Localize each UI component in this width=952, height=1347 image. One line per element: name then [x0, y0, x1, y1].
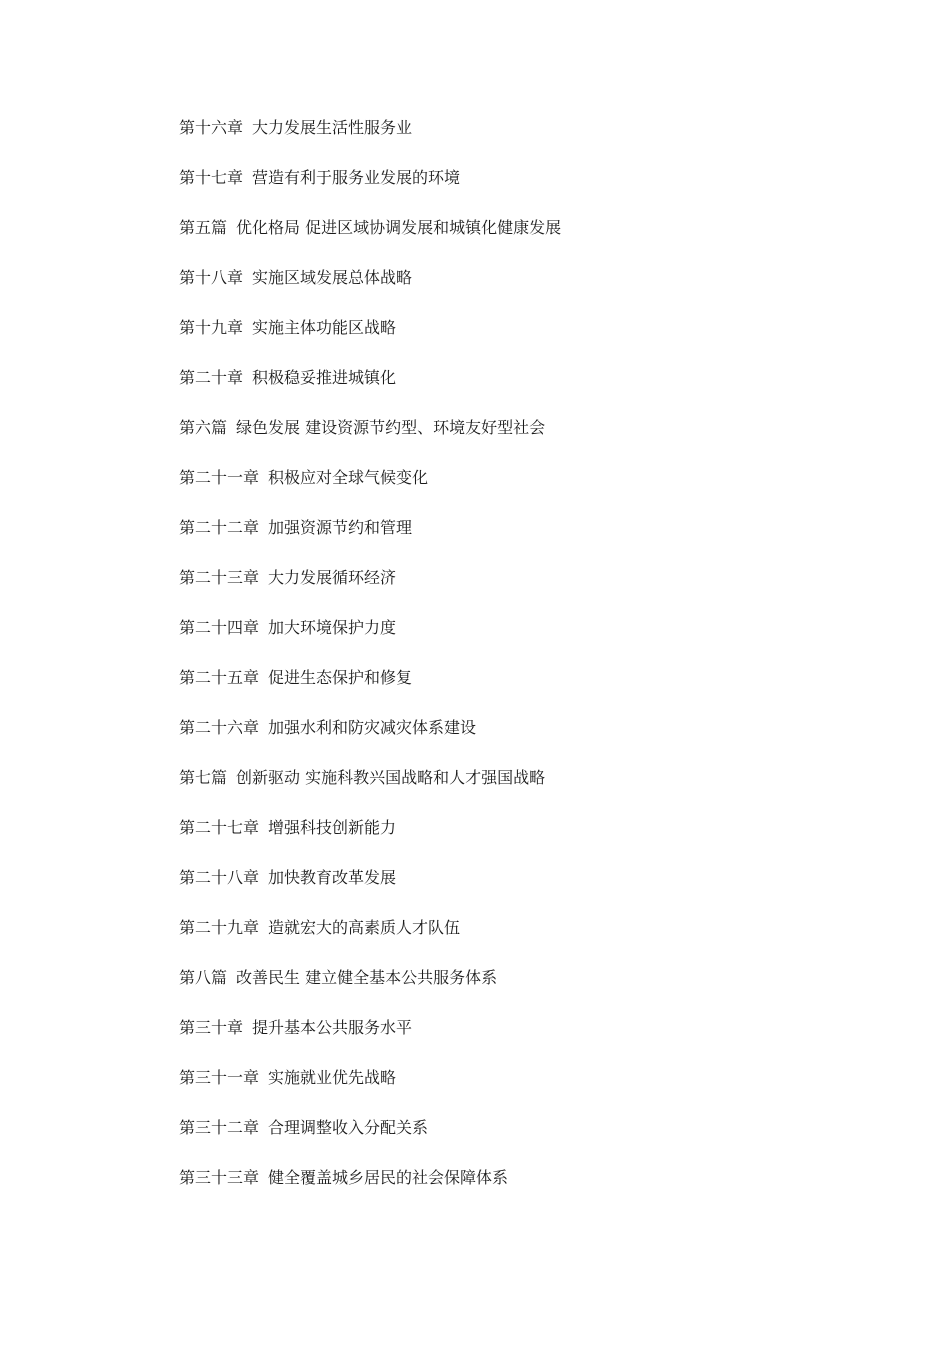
toc-entry-number: 第十九章: [179, 318, 244, 337]
toc-entry-number: 第二十章: [179, 368, 244, 387]
toc-entry: [179, 216, 561, 266]
toc-entry: [179, 566, 561, 616]
toc-entry-title: 创新驱动 实施科教兴国战略和人才强国战略: [236, 768, 546, 787]
toc-entry: [179, 366, 561, 416]
toc-entry-title: 大力发展生活性服务业: [252, 118, 413, 137]
toc-entry-number: 第十六章: [179, 118, 244, 137]
toc-entry-number: 第二十八章: [179, 868, 260, 887]
toc-entry-number: 第二十五章: [179, 668, 260, 687]
toc-entry: [179, 716, 561, 766]
toc-entry-title: 积极稳妥推进城镇化: [252, 368, 397, 387]
toc-entry-number: 第二十一章: [179, 468, 260, 487]
toc-entry: [179, 866, 561, 916]
toc-entry: [179, 316, 561, 366]
toc-entry: [179, 466, 561, 516]
toc-entry-title: 优化格局 促进区域协调发展和城镇化健康发展: [236, 218, 562, 237]
toc-entry: [179, 816, 561, 866]
table-of-contents: [179, 116, 561, 1216]
toc-entry: [179, 516, 561, 566]
toc-entry-title: 加强资源节约和管理: [268, 518, 413, 537]
toc-entry-title: 健全覆盖城乡居民的社会保障体系: [268, 1168, 509, 1187]
toc-entry-number: 第三十二章: [179, 1118, 260, 1137]
toc-entry-title: 改善民生 建立健全基本公共服务体系: [236, 968, 498, 987]
toc-entry: [179, 616, 561, 666]
toc-entry-number: 第七篇: [179, 768, 228, 787]
toc-entry-number: 第十八章: [179, 268, 244, 287]
toc-entry: [179, 1016, 561, 1066]
toc-entry: [179, 116, 561, 166]
toc-entry-title: 加强水利和防灾减灾体系建设: [268, 718, 477, 737]
toc-entry-title: 实施主体功能区战略: [252, 318, 397, 337]
toc-entry-title: 积极应对全球气候变化: [268, 468, 429, 487]
toc-entry-title: 加大环境保护力度: [268, 618, 397, 637]
toc-entry-title: 营造有利于服务业发展的环境: [252, 168, 461, 187]
toc-entry-title: 合理调整收入分配关系: [268, 1118, 429, 1137]
toc-entry-number: 第三十三章: [179, 1168, 260, 1187]
toc-entry-number: 第八篇: [179, 968, 228, 987]
toc-entry-title: 造就宏大的高素质人才队伍: [268, 918, 461, 937]
toc-entry-title: 实施就业优先战略: [268, 1068, 397, 1087]
toc-entry: [179, 1066, 561, 1116]
toc-entry-title: 增强科技创新能力: [268, 818, 397, 837]
toc-entry: [179, 416, 561, 466]
toc-entry: [179, 1116, 561, 1166]
toc-entry: [179, 266, 561, 316]
toc-entry-title: 绿色发展 建设资源节约型、环境友好型社会: [236, 418, 546, 437]
toc-entry-title: 实施区域发展总体战略: [252, 268, 413, 287]
toc-entry-title: 促进生态保护和修复: [268, 668, 413, 687]
toc-entry-number: 第二十三章: [179, 568, 260, 587]
toc-entry-number: 第十七章: [179, 168, 244, 187]
toc-entry: [179, 666, 561, 716]
toc-entry-number: 第二十四章: [179, 618, 260, 637]
toc-entry-title: 加快教育改革发展: [268, 868, 397, 887]
toc-entry: [179, 966, 561, 1016]
toc-entry-number: 第五篇: [179, 218, 228, 237]
toc-entry: [179, 766, 561, 816]
toc-entry: [179, 1166, 561, 1216]
toc-entry-title: 大力发展循环经济: [268, 568, 397, 587]
toc-entry-number: 第二十七章: [179, 818, 260, 837]
toc-entry-title: 提升基本公共服务水平: [252, 1018, 413, 1037]
toc-entry-number: 第三十一章: [179, 1068, 260, 1087]
toc-entry-number: 第二十二章: [179, 518, 260, 537]
toc-entry: [179, 916, 561, 966]
toc-entry-number: 第二十六章: [179, 718, 260, 737]
toc-entry-number: 第三十章: [179, 1018, 244, 1037]
toc-entry-number: 第二十九章: [179, 918, 260, 937]
toc-entry-number: 第六篇: [179, 418, 228, 437]
toc-entry: [179, 166, 561, 216]
